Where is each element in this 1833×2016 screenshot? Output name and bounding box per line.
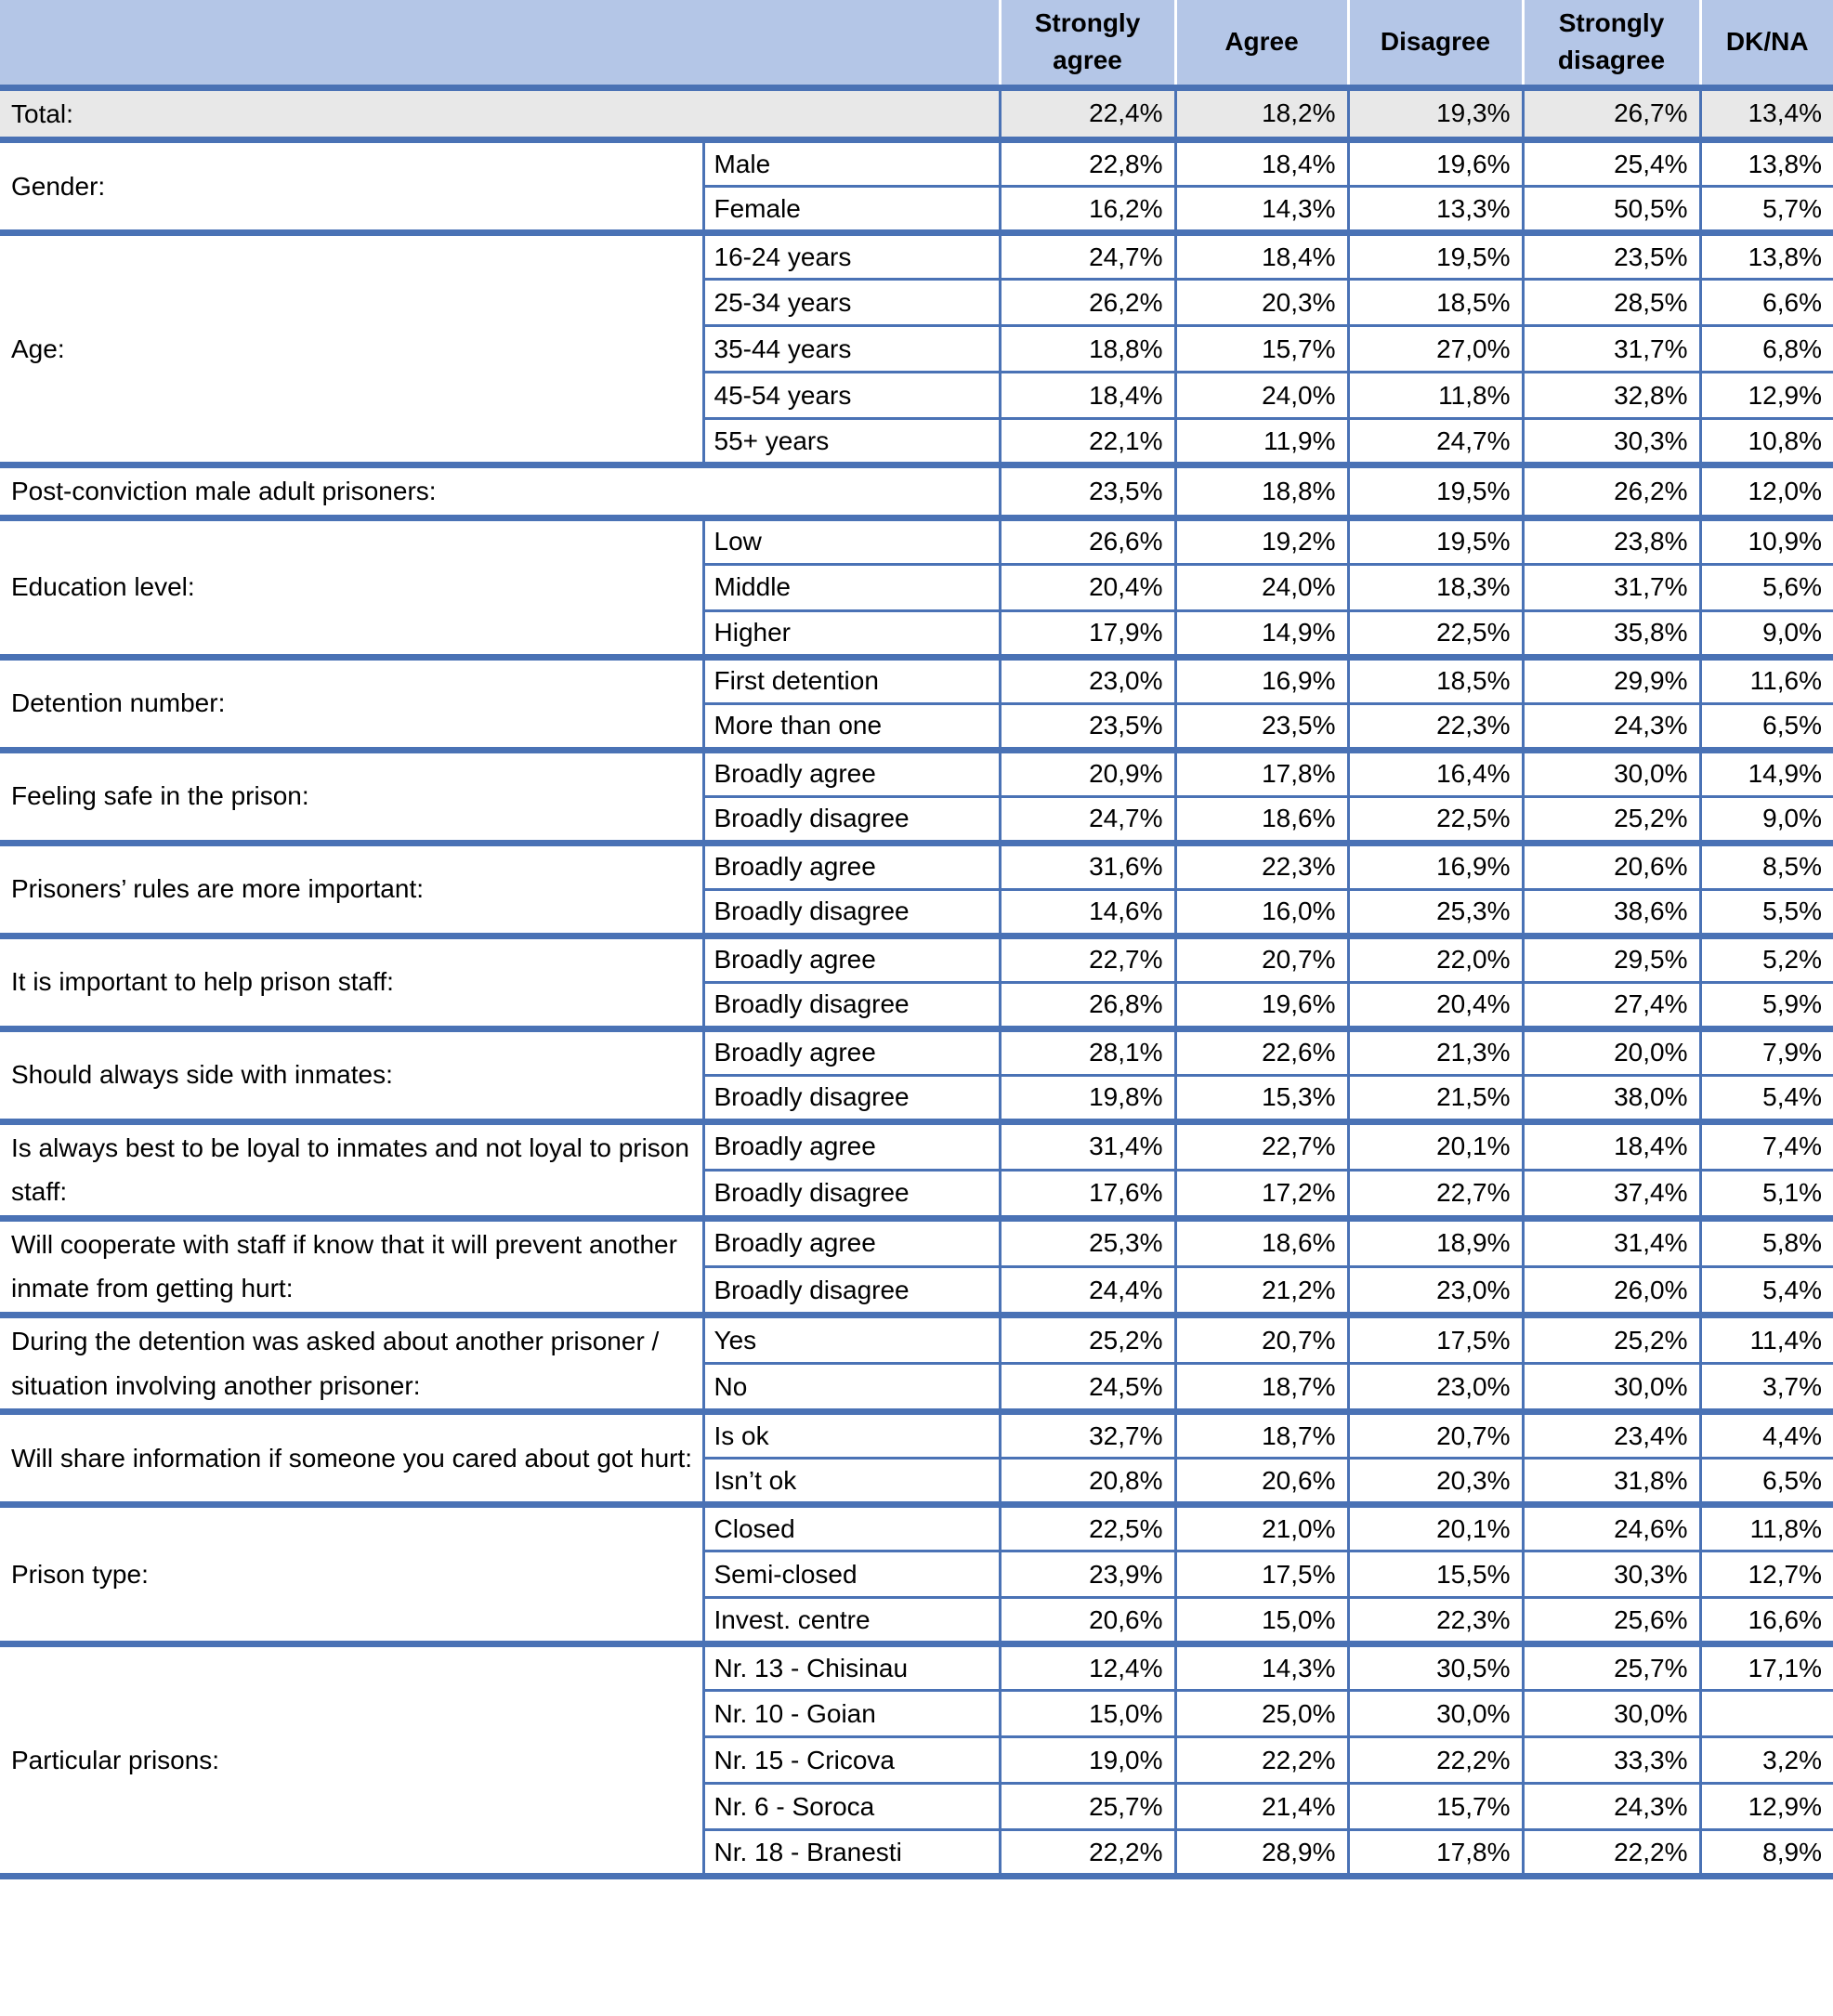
subcategory-cell: Yes (703, 1316, 1000, 1364)
value-cell: 22,2% (1000, 1830, 1175, 1877)
subcategory-cell: Nr. 10 - Goian (703, 1691, 1000, 1737)
value-cell: 21,4% (1175, 1784, 1348, 1830)
value-cell: 23,5% (1175, 703, 1348, 750)
value-cell: 20,7% (1175, 936, 1348, 982)
value-cell: 20,6% (1523, 843, 1700, 889)
value-cell: 23,5% (1523, 233, 1700, 280)
value-cell: 20,7% (1348, 1412, 1523, 1459)
table-row (0, 140, 1833, 187)
value-cell: 7,9% (1700, 1028, 1833, 1075)
value-cell: 11,6% (1700, 657, 1833, 703)
col-header-agree: Agree (1175, 0, 1348, 87)
value-cell: 25,6% (1523, 1598, 1700, 1644)
value-cell: 31,7% (1523, 564, 1700, 610)
value-cell: 12,0% (1700, 465, 1833, 518)
value-cell: 12,9% (1700, 1784, 1833, 1830)
subcategory-cell: Broadly agree (703, 1218, 1000, 1266)
value-cell: 18,8% (1000, 326, 1175, 373)
value-cell: 20,4% (1000, 564, 1175, 610)
value-cell: 31,7% (1523, 326, 1700, 373)
value-cell: 50,5% (1523, 187, 1700, 233)
value-cell: 11,8% (1348, 373, 1523, 419)
table-row (0, 87, 1833, 140)
value-cell: 15,0% (1175, 1598, 1348, 1644)
value-cell: 22,5% (1348, 796, 1523, 843)
value-cell: 23,4% (1523, 1412, 1700, 1459)
category-label: Total: (0, 87, 1000, 140)
value-cell: 8,9% (1700, 1830, 1833, 1877)
value-cell: 24,6% (1523, 1505, 1700, 1551)
category-label: Education level: (0, 517, 703, 657)
value-cell: 20,1% (1348, 1505, 1523, 1551)
value-cell: 20,7% (1175, 1316, 1348, 1364)
value-cell: 23,8% (1523, 517, 1700, 564)
subcategory-cell: Isn’t ok (703, 1459, 1000, 1505)
value-cell: 6,5% (1700, 1459, 1833, 1505)
value-cell: 26,6% (1000, 517, 1175, 564)
value-cell: 15,7% (1348, 1784, 1523, 1830)
category-label: Post-conviction male adult prisoners: (0, 465, 1000, 518)
value-cell: 25,3% (1348, 889, 1523, 936)
value-cell: 30,0% (1348, 1691, 1523, 1737)
value-cell: 38,0% (1523, 1075, 1700, 1121)
value-cell: 32,8% (1523, 373, 1700, 419)
value-cell: 25,0% (1175, 1691, 1348, 1737)
value-cell: 17,8% (1348, 1830, 1523, 1877)
subcategory-cell: Broadly disagree (703, 889, 1000, 936)
table-row (0, 657, 1833, 703)
table-row (0, 1121, 1833, 1170)
subcategory-cell: 35-44 years (703, 326, 1000, 373)
value-cell: 21,5% (1348, 1075, 1523, 1121)
value-cell: 26,2% (1000, 280, 1175, 326)
subcategory-cell: Broadly agree (703, 1028, 1000, 1075)
value-cell (1700, 1691, 1833, 1737)
table-row (0, 233, 1833, 280)
value-cell: 13,4% (1700, 87, 1833, 140)
value-cell: 25,7% (1000, 1784, 1175, 1830)
value-cell: 11,4% (1700, 1316, 1833, 1364)
subcategory-cell: Higher (703, 610, 1000, 657)
value-cell: 24,7% (1000, 233, 1175, 280)
subcategory-cell: Male (703, 140, 1000, 187)
subcategory-cell: 25-34 years (703, 280, 1000, 326)
subcategory-cell: Closed (703, 1505, 1000, 1551)
value-cell: 4,4% (1700, 1412, 1833, 1459)
value-cell: 27,0% (1348, 326, 1523, 373)
value-cell: 20,4% (1348, 982, 1523, 1028)
value-cell: 16,4% (1348, 750, 1523, 796)
subcategory-cell: Broadly disagree (703, 1075, 1000, 1121)
subcategory-cell: Broadly disagree (703, 796, 1000, 843)
value-cell: 18,6% (1175, 1218, 1348, 1266)
category-label: It is important to help prison staff: (0, 936, 703, 1028)
category-label: Detention number: (0, 657, 703, 750)
value-cell: 25,2% (1000, 1316, 1175, 1364)
value-cell: 23,5% (1000, 703, 1175, 750)
value-cell: 20,3% (1175, 280, 1348, 326)
value-cell: 20,1% (1348, 1121, 1523, 1170)
value-cell: 22,1% (1000, 419, 1175, 465)
value-cell: 12,9% (1700, 373, 1833, 419)
table-row (0, 1218, 1833, 1266)
subcategory-cell: Broadly disagree (703, 1266, 1000, 1315)
value-cell: 22,3% (1175, 843, 1348, 889)
value-cell: 24,7% (1348, 419, 1523, 465)
value-cell: 29,5% (1523, 936, 1700, 982)
header-row (0, 0, 1833, 87)
value-cell: 28,5% (1523, 280, 1700, 326)
subcategory-cell: Broadly disagree (703, 982, 1000, 1028)
value-cell: 5,9% (1700, 982, 1833, 1028)
value-cell: 11,9% (1175, 419, 1348, 465)
value-cell: 26,0% (1523, 1266, 1700, 1315)
value-cell: 5,7% (1700, 187, 1833, 233)
value-cell: 10,8% (1700, 419, 1833, 465)
value-cell: 35,8% (1523, 610, 1700, 657)
value-cell: 23,9% (1000, 1551, 1175, 1598)
subcategory-cell: 16-24 years (703, 233, 1000, 280)
value-cell: 22,7% (1348, 1170, 1523, 1218)
value-cell: 7,4% (1700, 1121, 1833, 1170)
value-cell: 17,1% (1700, 1644, 1833, 1691)
value-cell: 17,2% (1175, 1170, 1348, 1218)
value-cell: 17,6% (1000, 1170, 1175, 1218)
subcategory-cell: Nr. 15 - Cricova (703, 1737, 1000, 1784)
value-cell: 30,3% (1523, 419, 1700, 465)
value-cell: 5,4% (1700, 1266, 1833, 1315)
value-cell: 17,5% (1348, 1316, 1523, 1364)
value-cell: 20,6% (1175, 1459, 1348, 1505)
value-cell: 20,8% (1000, 1459, 1175, 1505)
value-cell: 18,4% (1175, 233, 1348, 280)
value-cell: 13,8% (1700, 140, 1833, 187)
value-cell: 15,3% (1175, 1075, 1348, 1121)
value-cell: 22,6% (1175, 1028, 1348, 1075)
value-cell: 19,6% (1348, 140, 1523, 187)
table-row (0, 1316, 1833, 1364)
value-cell: 18,2% (1175, 87, 1348, 140)
value-cell: 26,7% (1523, 87, 1700, 140)
value-cell: 12,7% (1700, 1551, 1833, 1598)
header-empty-cell (0, 0, 1000, 87)
value-cell: 17,5% (1175, 1551, 1348, 1598)
subcategory-cell: Broadly disagree (703, 1170, 1000, 1218)
table-row (0, 465, 1833, 518)
value-cell: 3,7% (1700, 1364, 1833, 1412)
value-cell: 22,7% (1175, 1121, 1348, 1170)
category-label: Gender: (0, 140, 703, 233)
value-cell: 22,5% (1000, 1505, 1175, 1551)
subcategory-cell: 45-54 years (703, 373, 1000, 419)
value-cell: 5,5% (1700, 889, 1833, 936)
value-cell: 22,7% (1000, 936, 1175, 982)
value-cell: 22,2% (1348, 1737, 1523, 1784)
value-cell: 18,9% (1348, 1218, 1523, 1266)
category-label: Will share information if someone you cared about got hurt: (0, 1412, 703, 1505)
value-cell: 21,3% (1348, 1028, 1523, 1075)
value-cell: 9,0% (1700, 796, 1833, 843)
value-cell: 14,9% (1700, 750, 1833, 796)
table-row (0, 1505, 1833, 1551)
category-label: Particular prisons: (0, 1644, 703, 1877)
col-header-dk-na: DK/NA (1700, 0, 1833, 87)
value-cell: 24,7% (1000, 796, 1175, 843)
value-cell: 31,4% (1523, 1218, 1700, 1266)
value-cell: 5,4% (1700, 1075, 1833, 1121)
value-cell: 15,7% (1175, 326, 1348, 373)
value-cell: 30,0% (1523, 750, 1700, 796)
value-cell: 19,3% (1348, 87, 1523, 140)
value-cell: 22,3% (1348, 703, 1523, 750)
value-cell: 22,4% (1000, 87, 1175, 140)
value-cell: 5,8% (1700, 1218, 1833, 1266)
value-cell: 19,2% (1175, 517, 1348, 564)
value-cell: 25,2% (1523, 1316, 1700, 1364)
value-cell: 18,7% (1175, 1364, 1348, 1412)
value-cell: 12,4% (1000, 1644, 1175, 1691)
value-cell: 24,0% (1175, 373, 1348, 419)
value-cell: 18,4% (1523, 1121, 1700, 1170)
value-cell: 18,6% (1175, 796, 1348, 843)
table-row (0, 750, 1833, 796)
value-cell: 37,4% (1523, 1170, 1700, 1218)
value-cell: 18,8% (1175, 465, 1348, 518)
value-cell: 13,3% (1348, 187, 1523, 233)
value-cell: 19,5% (1348, 233, 1523, 280)
value-cell: 18,3% (1348, 564, 1523, 610)
value-cell: 13,8% (1700, 233, 1833, 280)
category-label: Is always best to be loyal to inmates and not loyal to prison staff: (0, 1121, 703, 1218)
value-cell: 14,9% (1175, 610, 1348, 657)
subcategory-cell: Broadly agree (703, 750, 1000, 796)
value-cell: 17,9% (1000, 610, 1175, 657)
value-cell: 5,6% (1700, 564, 1833, 610)
value-cell: 22,3% (1348, 1598, 1523, 1644)
value-cell: 31,6% (1000, 843, 1175, 889)
value-cell: 22,0% (1348, 936, 1523, 982)
value-cell: 16,0% (1175, 889, 1348, 936)
value-cell: 25,4% (1523, 140, 1700, 187)
table-row (0, 1028, 1833, 1075)
value-cell: 14,3% (1175, 1644, 1348, 1691)
value-cell: 30,5% (1348, 1644, 1523, 1691)
value-cell: 33,3% (1523, 1737, 1700, 1784)
value-cell: 23,0% (1348, 1364, 1523, 1412)
value-cell: 21,2% (1175, 1266, 1348, 1315)
value-cell: 11,8% (1700, 1505, 1833, 1551)
value-cell: 19,5% (1348, 517, 1523, 564)
value-cell: 24,5% (1000, 1364, 1175, 1412)
value-cell: 6,5% (1700, 703, 1833, 750)
value-cell: 8,5% (1700, 843, 1833, 889)
value-cell: 23,0% (1348, 1266, 1523, 1315)
subcategory-cell: Broadly agree (703, 843, 1000, 889)
subcategory-cell: More than one (703, 703, 1000, 750)
value-cell: 30,3% (1523, 1551, 1700, 1598)
value-cell: 28,1% (1000, 1028, 1175, 1075)
value-cell: 25,2% (1523, 796, 1700, 843)
value-cell: 21,0% (1175, 1505, 1348, 1551)
value-cell: 18,4% (1175, 140, 1348, 187)
subcategory-cell: Low (703, 517, 1000, 564)
value-cell: 32,7% (1000, 1412, 1175, 1459)
value-cell: 20,9% (1000, 750, 1175, 796)
value-cell: 19,0% (1000, 1737, 1175, 1784)
value-cell: 31,8% (1523, 1459, 1700, 1505)
subcategory-cell: Invest. centre (703, 1598, 1000, 1644)
subcategory-cell: Semi-closed (703, 1551, 1000, 1598)
col-header-strongly-disagree: Strongly disagree (1523, 0, 1700, 87)
value-cell: 9,0% (1700, 610, 1833, 657)
value-cell: 22,2% (1523, 1830, 1700, 1877)
value-cell: 20,3% (1348, 1459, 1523, 1505)
value-cell: 26,2% (1523, 465, 1700, 518)
category-label: Prisoners’ rules are more important: (0, 843, 703, 936)
category-label: During the detention was asked about another prisoner / situation involving another prisoner: (0, 1316, 703, 1412)
value-cell: 18,4% (1000, 373, 1175, 419)
value-cell: 18,5% (1348, 280, 1523, 326)
value-cell: 22,8% (1000, 140, 1175, 187)
value-cell: 22,2% (1175, 1737, 1348, 1784)
subcategory-cell: Broadly agree (703, 936, 1000, 982)
value-cell: 27,4% (1523, 982, 1700, 1028)
value-cell: 19,6% (1175, 982, 1348, 1028)
col-header-strongly-agree: Strongly agree (1000, 0, 1175, 87)
value-cell: 20,6% (1000, 1598, 1175, 1644)
value-cell: 24,4% (1000, 1266, 1175, 1315)
value-cell: 14,3% (1175, 187, 1348, 233)
value-cell: 22,5% (1348, 610, 1523, 657)
value-cell: 5,1% (1700, 1170, 1833, 1218)
value-cell: 20,0% (1523, 1028, 1700, 1075)
subcategory-cell: Female (703, 187, 1000, 233)
value-cell: 28,9% (1175, 1830, 1348, 1877)
subcategory-cell: Is ok (703, 1412, 1000, 1459)
table-row (0, 1412, 1833, 1459)
value-cell: 31,4% (1000, 1121, 1175, 1170)
subcategory-cell: Nr. 13 - Chisinau (703, 1644, 1000, 1691)
subcategory-cell: 55+ years (703, 419, 1000, 465)
value-cell: 16,9% (1348, 843, 1523, 889)
value-cell: 24,3% (1523, 1784, 1700, 1830)
value-cell: 17,8% (1175, 750, 1348, 796)
subcategory-cell: Nr. 6 - Soroca (703, 1784, 1000, 1830)
table-row (0, 843, 1833, 889)
value-cell: 14,6% (1000, 889, 1175, 936)
subcategory-cell: No (703, 1364, 1000, 1412)
table-row (0, 1644, 1833, 1691)
category-label: Prison type: (0, 1505, 703, 1644)
value-cell: 6,6% (1700, 280, 1833, 326)
category-label: Should always side with inmates: (0, 1028, 703, 1121)
value-cell: 19,8% (1000, 1075, 1175, 1121)
col-header-disagree: Disagree (1348, 0, 1523, 87)
value-cell: 30,0% (1523, 1691, 1700, 1737)
category-label: Age: (0, 233, 703, 465)
value-cell: 38,6% (1523, 889, 1700, 936)
value-cell: 23,5% (1000, 465, 1175, 518)
subcategory-cell: First detention (703, 657, 1000, 703)
value-cell: 25,3% (1000, 1218, 1175, 1266)
subcategory-cell: Middle (703, 564, 1000, 610)
value-cell: 10,9% (1700, 517, 1833, 564)
value-cell: 26,8% (1000, 982, 1175, 1028)
value-cell: 23,0% (1000, 657, 1175, 703)
category-label: Feeling safe in the prison: (0, 750, 703, 843)
value-cell: 24,3% (1523, 703, 1700, 750)
value-cell: 25,7% (1523, 1644, 1700, 1691)
value-cell: 24,0% (1175, 564, 1348, 610)
table-row (0, 936, 1833, 982)
value-cell: 6,8% (1700, 326, 1833, 373)
category-label: Will cooperate with staff if know that it will prevent another inmate from getting hurt: (0, 1218, 703, 1315)
value-cell: 15,5% (1348, 1551, 1523, 1598)
value-cell: 29,9% (1523, 657, 1700, 703)
value-cell: 3,2% (1700, 1737, 1833, 1784)
value-cell: 16,6% (1700, 1598, 1833, 1644)
value-cell: 16,9% (1175, 657, 1348, 703)
value-cell: 5,2% (1700, 936, 1833, 982)
value-cell: 19,5% (1348, 465, 1523, 518)
value-cell: 15,0% (1000, 1691, 1175, 1737)
subcategory-cell: Nr. 18 - Branesti (703, 1830, 1000, 1877)
value-cell: 16,2% (1000, 187, 1175, 233)
value-cell: 30,0% (1523, 1364, 1700, 1412)
value-cell: 18,5% (1348, 657, 1523, 703)
table-row (0, 517, 1833, 564)
subcategory-cell: Broadly agree (703, 1121, 1000, 1170)
value-cell: 18,7% (1175, 1412, 1348, 1459)
